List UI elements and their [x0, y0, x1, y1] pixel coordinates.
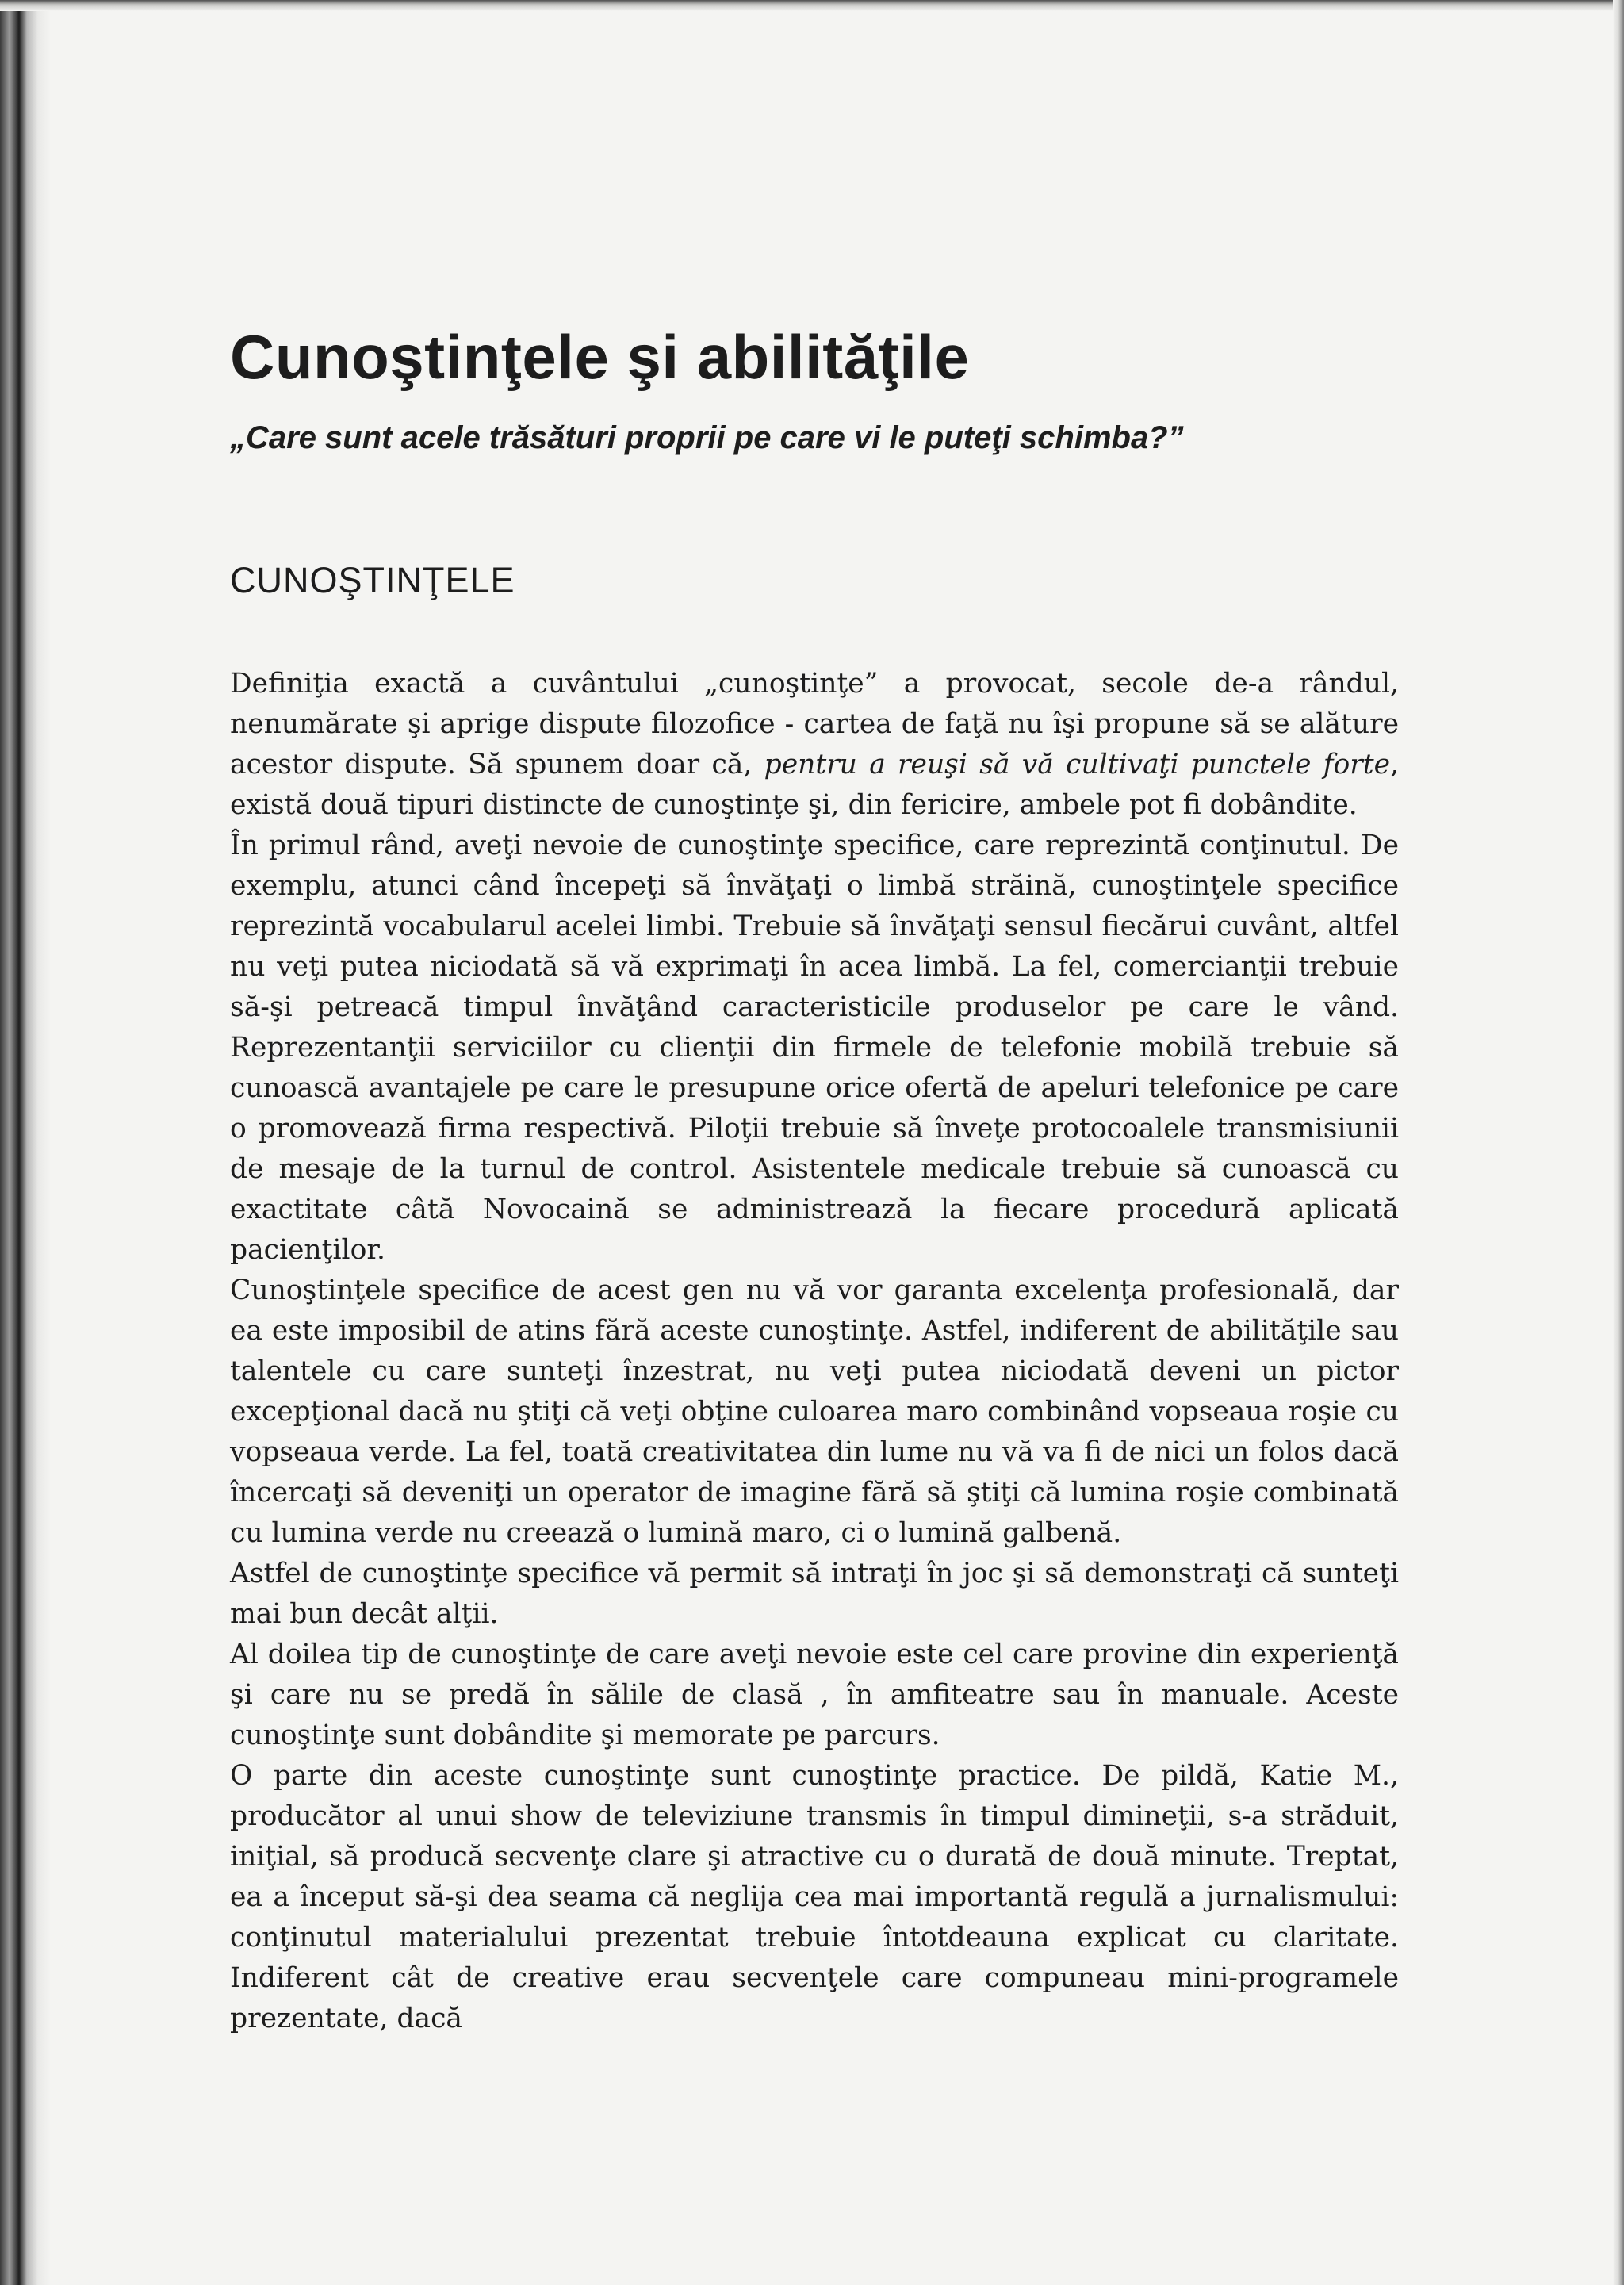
- chapter-title: Cunoştinţele şi abilităţile: [230, 322, 970, 392]
- body-text: [230, 664, 1399, 2039]
- paragraph-5: Al doilea tip de cunoştinţe de care aveţi nevoie este cel care provine din experienţă şi care nu se predă în sălile de clasă , în amfiteatre sau în manuale. Aceste cunoştinţe sunt dobândite şi memorate pe parcurs.: [230, 1639, 1399, 1751]
- book-page: [230, 317, 1399, 2039]
- section-heading: CUNOŞTINŢELE: [230, 560, 515, 600]
- scan-binding-edge: [0, 0, 51, 2285]
- paragraph-1: Definiţia exactă a cuvântului „cunoştinţe” a provocat, secole de-a rândul, nenumărate şi aprige dispute filozofice - cartea de faţă nu îşi propune să se alăture acestor dispute. Să spunem doar că, pentru a reuşi să vă cultivaţi punctele forte, există două tipuri distincte de cunoştinţe şi, din fericire, ambele pot fi dobândite.: [230, 668, 1400, 821]
- emphasis: pentru a reuşi să vă cultivaţi punctele forte: [764, 749, 1391, 780]
- paragraph-6: O parte din aceste cunoştinţe sunt cunoştinţe practice. De pildă, Katie M., producător al unui show de televiziune transmis în timpul dimineţii, s-a străduit, iniţial, să producă secvenţe clare şi atractive cu o durată de două minute. Treptat, ea a început să-şi dea seama că neglija cea mai importantă regulă a jurnalismului: conţinutul materialului prezentat trebuie întotdeauna explicat cu claritate. Indiferent cât de creative erau secvenţele care compuneau mini-programele prezentate, dacă: [230, 1760, 1399, 2034]
- scan-top-edge: [0, 0, 1624, 11]
- paragraph-3: Cunoştinţele specifice de acest gen nu vă vor garanta excelenţa profesională, dar ea este imposibil de atins fără aceste cunoştinţe. Astfel, indiferent de abilităţile sau talentele cu care sunteţi înzestrat, nu veţi putea niciodată deveni un pictor excepţional dacă nu ştiţi că veţi obţine culoarea maro combinând vopseaua roşie cu vopseaua verde. La fel, toată creativitatea din lume nu vă va fi de nici un folos dacă încercaţi să deveniţi un operator de imagine fără să ştiţi că lumina roşie combinată cu lumina verde nu creează o lumină maro, ci o lumină galbenă.: [230, 1275, 1399, 1549]
- chapter-subtitle: „Care sunt acele trăsături proprii pe care vi le puteţi schimba?”: [230, 420, 1184, 455]
- scan-right-edge: [1613, 0, 1624, 2285]
- paragraph-4: Astfel de cunoştinţe specifice vă permit să intraţi în joc şi să demonstraţi că sunteţi mai bun decât alţii.: [230, 1558, 1399, 1630]
- paragraph-2: În primul rând, aveţi nevoie de cunoştinţe specifice, care reprezintă conţinutul. De exemplu, atunci când începeţi să învăţaţi o limbă străină, cunoştinţele specifice reprezintă vocabularul acelei limbi. Trebuie să învăţaţi sensul fiecărui cuvânt, altfel nu veţi putea niciodată să vă exprimaţi în acea limbă. La fel, comercianţii trebuie să-şi petreacă timpul învăţând caracteristicile produselor pe care le vând. Reprezentanţii serviciilor cu clienţii din firmele de telefonie mobilă trebuie să cunoască avantajele pe care le presupune orice ofertă de apeluri telefonice pe care o promovează firma respectivă. Piloţii trebuie să înveţe protocoalele transmisiunii de mesaje de la turnul de control. Asistentele medicale trebuie să cunoască cu exactitate câtă Novocaină se administrează la fiecare procedură aplicată pacienţilor.: [230, 830, 1399, 1266]
